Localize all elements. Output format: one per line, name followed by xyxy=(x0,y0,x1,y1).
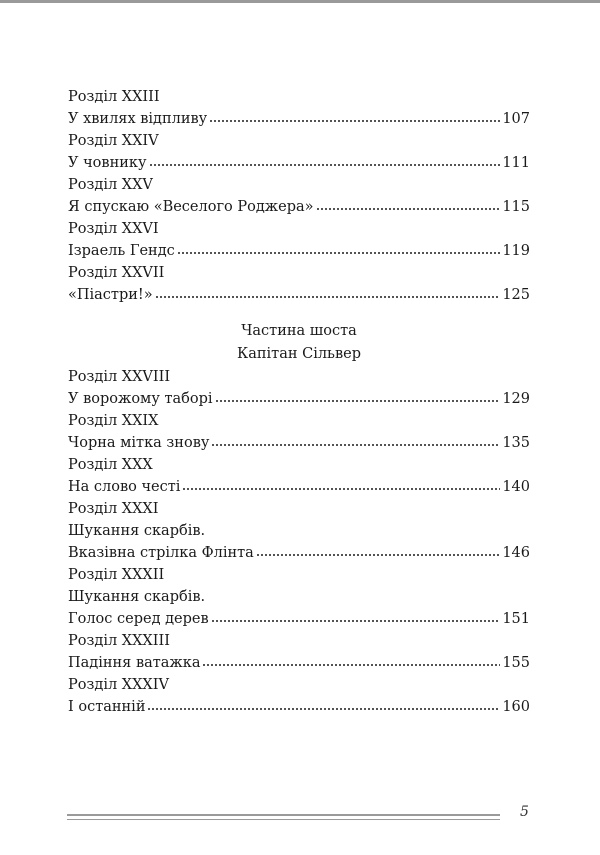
chapter-title: На слово честі xyxy=(68,479,181,495)
toc-entry[interactable] xyxy=(68,284,530,306)
dot-leader xyxy=(147,708,500,710)
part-title: Частина шоста xyxy=(241,323,357,339)
chapter-label: Розділ XXIV xyxy=(68,133,159,149)
toc-entry[interactable] xyxy=(68,476,530,498)
top-border xyxy=(0,0,600,3)
chapter-title: У хвилях відпливу xyxy=(68,111,208,127)
toc-entry[interactable] xyxy=(68,542,530,564)
chapter-title: «Піастри!» xyxy=(68,287,153,303)
chapter-label: Розділ XXIII xyxy=(68,89,160,105)
chapter-title: Ізраель Гендс xyxy=(68,243,175,259)
chapter-title: Вказівна стрілка Флінта xyxy=(68,545,254,561)
dot-leader xyxy=(177,252,501,254)
dot-leader xyxy=(211,444,500,446)
chapter-title: У ворожому таборі xyxy=(68,391,213,407)
dot-leader xyxy=(149,164,501,166)
page-ref: 125 xyxy=(502,287,530,303)
page-ref: 160 xyxy=(502,699,530,715)
page-number: 5 xyxy=(520,804,529,820)
part-subtitle: Капітан Сільвер xyxy=(237,346,361,362)
table-of-contents xyxy=(68,86,530,718)
toc-entry[interactable] xyxy=(68,196,530,218)
dot-leader xyxy=(155,296,501,298)
chapter-pretitle: Шукання скарбів. xyxy=(68,589,206,605)
page-ref: 135 xyxy=(502,435,530,451)
dot-leader xyxy=(316,208,501,210)
chapter-label: Розділ XXV xyxy=(68,177,153,193)
dot-leader xyxy=(211,620,501,622)
dot-leader xyxy=(256,554,501,556)
chapter-title: Падіння ватажка xyxy=(68,655,201,671)
toc-entry[interactable] xyxy=(68,240,530,262)
page-ref: 115 xyxy=(502,199,530,215)
chapter-pretitle: Шукання скарбів. xyxy=(68,523,206,539)
dot-leader xyxy=(182,488,500,490)
dot-leader xyxy=(202,664,500,666)
toc-entry[interactable] xyxy=(68,608,530,630)
toc-entry[interactable] xyxy=(68,388,530,410)
chapter-label: Розділ XXXIII xyxy=(68,633,170,649)
toc-entry[interactable] xyxy=(68,432,530,454)
chapter-title: І останній xyxy=(68,699,146,715)
page-ref: 129 xyxy=(502,391,530,407)
chapter-label: Розділ XXXII xyxy=(68,567,165,583)
chapter-label: Розділ XXVIII xyxy=(68,369,171,385)
page-ref: 140 xyxy=(502,479,530,495)
toc-entry[interactable] xyxy=(68,652,530,674)
footer-rule xyxy=(67,814,500,820)
dot-leader xyxy=(215,400,501,402)
chapter-title: Голос серед дерев xyxy=(68,611,209,627)
toc-entry[interactable] xyxy=(68,152,530,174)
chapter-label: Розділ XXX xyxy=(68,457,153,473)
page-ref: 146 xyxy=(502,545,530,561)
dot-leader xyxy=(209,120,500,122)
chapter-label: Розділ XXXI xyxy=(68,501,159,517)
chapter-title: У човнику xyxy=(68,155,147,171)
chapter-title: Чорна мітка знову xyxy=(68,435,210,451)
page-ref: 151 xyxy=(502,611,530,627)
page-ref: 107 xyxy=(502,111,530,127)
toc-entry[interactable] xyxy=(68,696,530,718)
chapter-title: Я спускаю «Веселого Роджера» xyxy=(68,199,314,215)
page-ref: 155 xyxy=(502,655,530,671)
chapter-label: Розділ XXXIV xyxy=(68,677,169,693)
page-ref: 119 xyxy=(502,243,530,259)
toc-entry[interactable] xyxy=(68,108,530,130)
chapter-label: Розділ XXVII xyxy=(68,265,165,281)
chapter-label: Розділ XXIX xyxy=(68,413,159,429)
page-ref: 111 xyxy=(502,155,530,171)
chapter-label: Розділ XXVI xyxy=(68,221,159,237)
